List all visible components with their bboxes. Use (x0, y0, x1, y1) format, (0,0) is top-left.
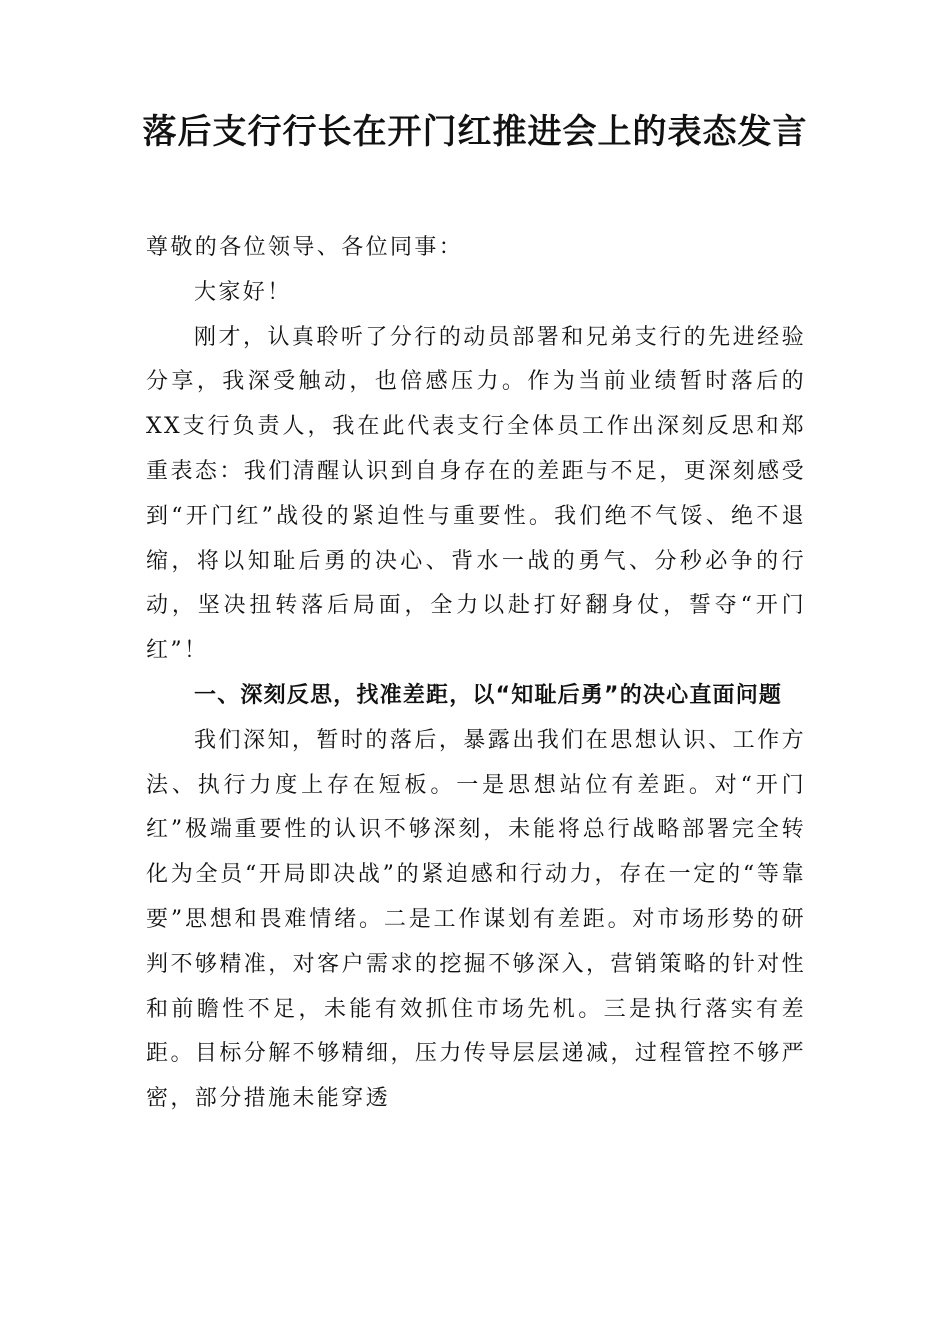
section-paragraph-1: 我们深知，暂时的落后，暴露出我们在思想认识、工作方法、执行力度上存在短板。一是思想站位有差距。对“开门红”极端重要性的认识不够深刻，未能将总行战略部署完全转化为全员“开局即决战”的紧迫感和行动力，存在一定的“等靠要”思想和畏难情绪。二是工作谋划有差距。对市场形势的研判不够精准，对客户需求的挖掘不够深入，营销策略的针对性和前瞻性不足，未能有效抓住市场先机。三是执行落实有差距。目标分解不够精细，压力传导层层递减，过程管控不够严密，部分措施未能穿透 (146, 727, 806, 1112)
section-heading-1: 一、深刻反思，找准差距，以“知耻后勇”的决心直面问题 (194, 682, 783, 708)
salutation: 尊敬的各位领导、各位同事： (146, 235, 464, 260)
intro-paragraph: 刚才，认真聆听了分行的动员部署和兄弟支行的先进经验分享，我深受触动，也倍感压力。作为当前业绩暂时落后的XX支行负责人，我在此代表支行全体员工作出深刻反思和郑重表态：我们清醒认识到自身存在的差距与不足，更深刻感受到“开门红”战役的紧迫性与重要性。我们绝不气馁、绝不退缩，将以知耻后勇的决心、背水一战的勇气、分秒必争的行动，坚决扭转落后局面，全力以赴打好翻身仗，誓夺“开门红”！ (146, 324, 806, 664)
greeting: 大家好！ (194, 279, 292, 305)
document-title: 落后支行行长在开门红推进会上的表态发言 (142, 112, 808, 152)
document-body (146, 226, 806, 1122)
